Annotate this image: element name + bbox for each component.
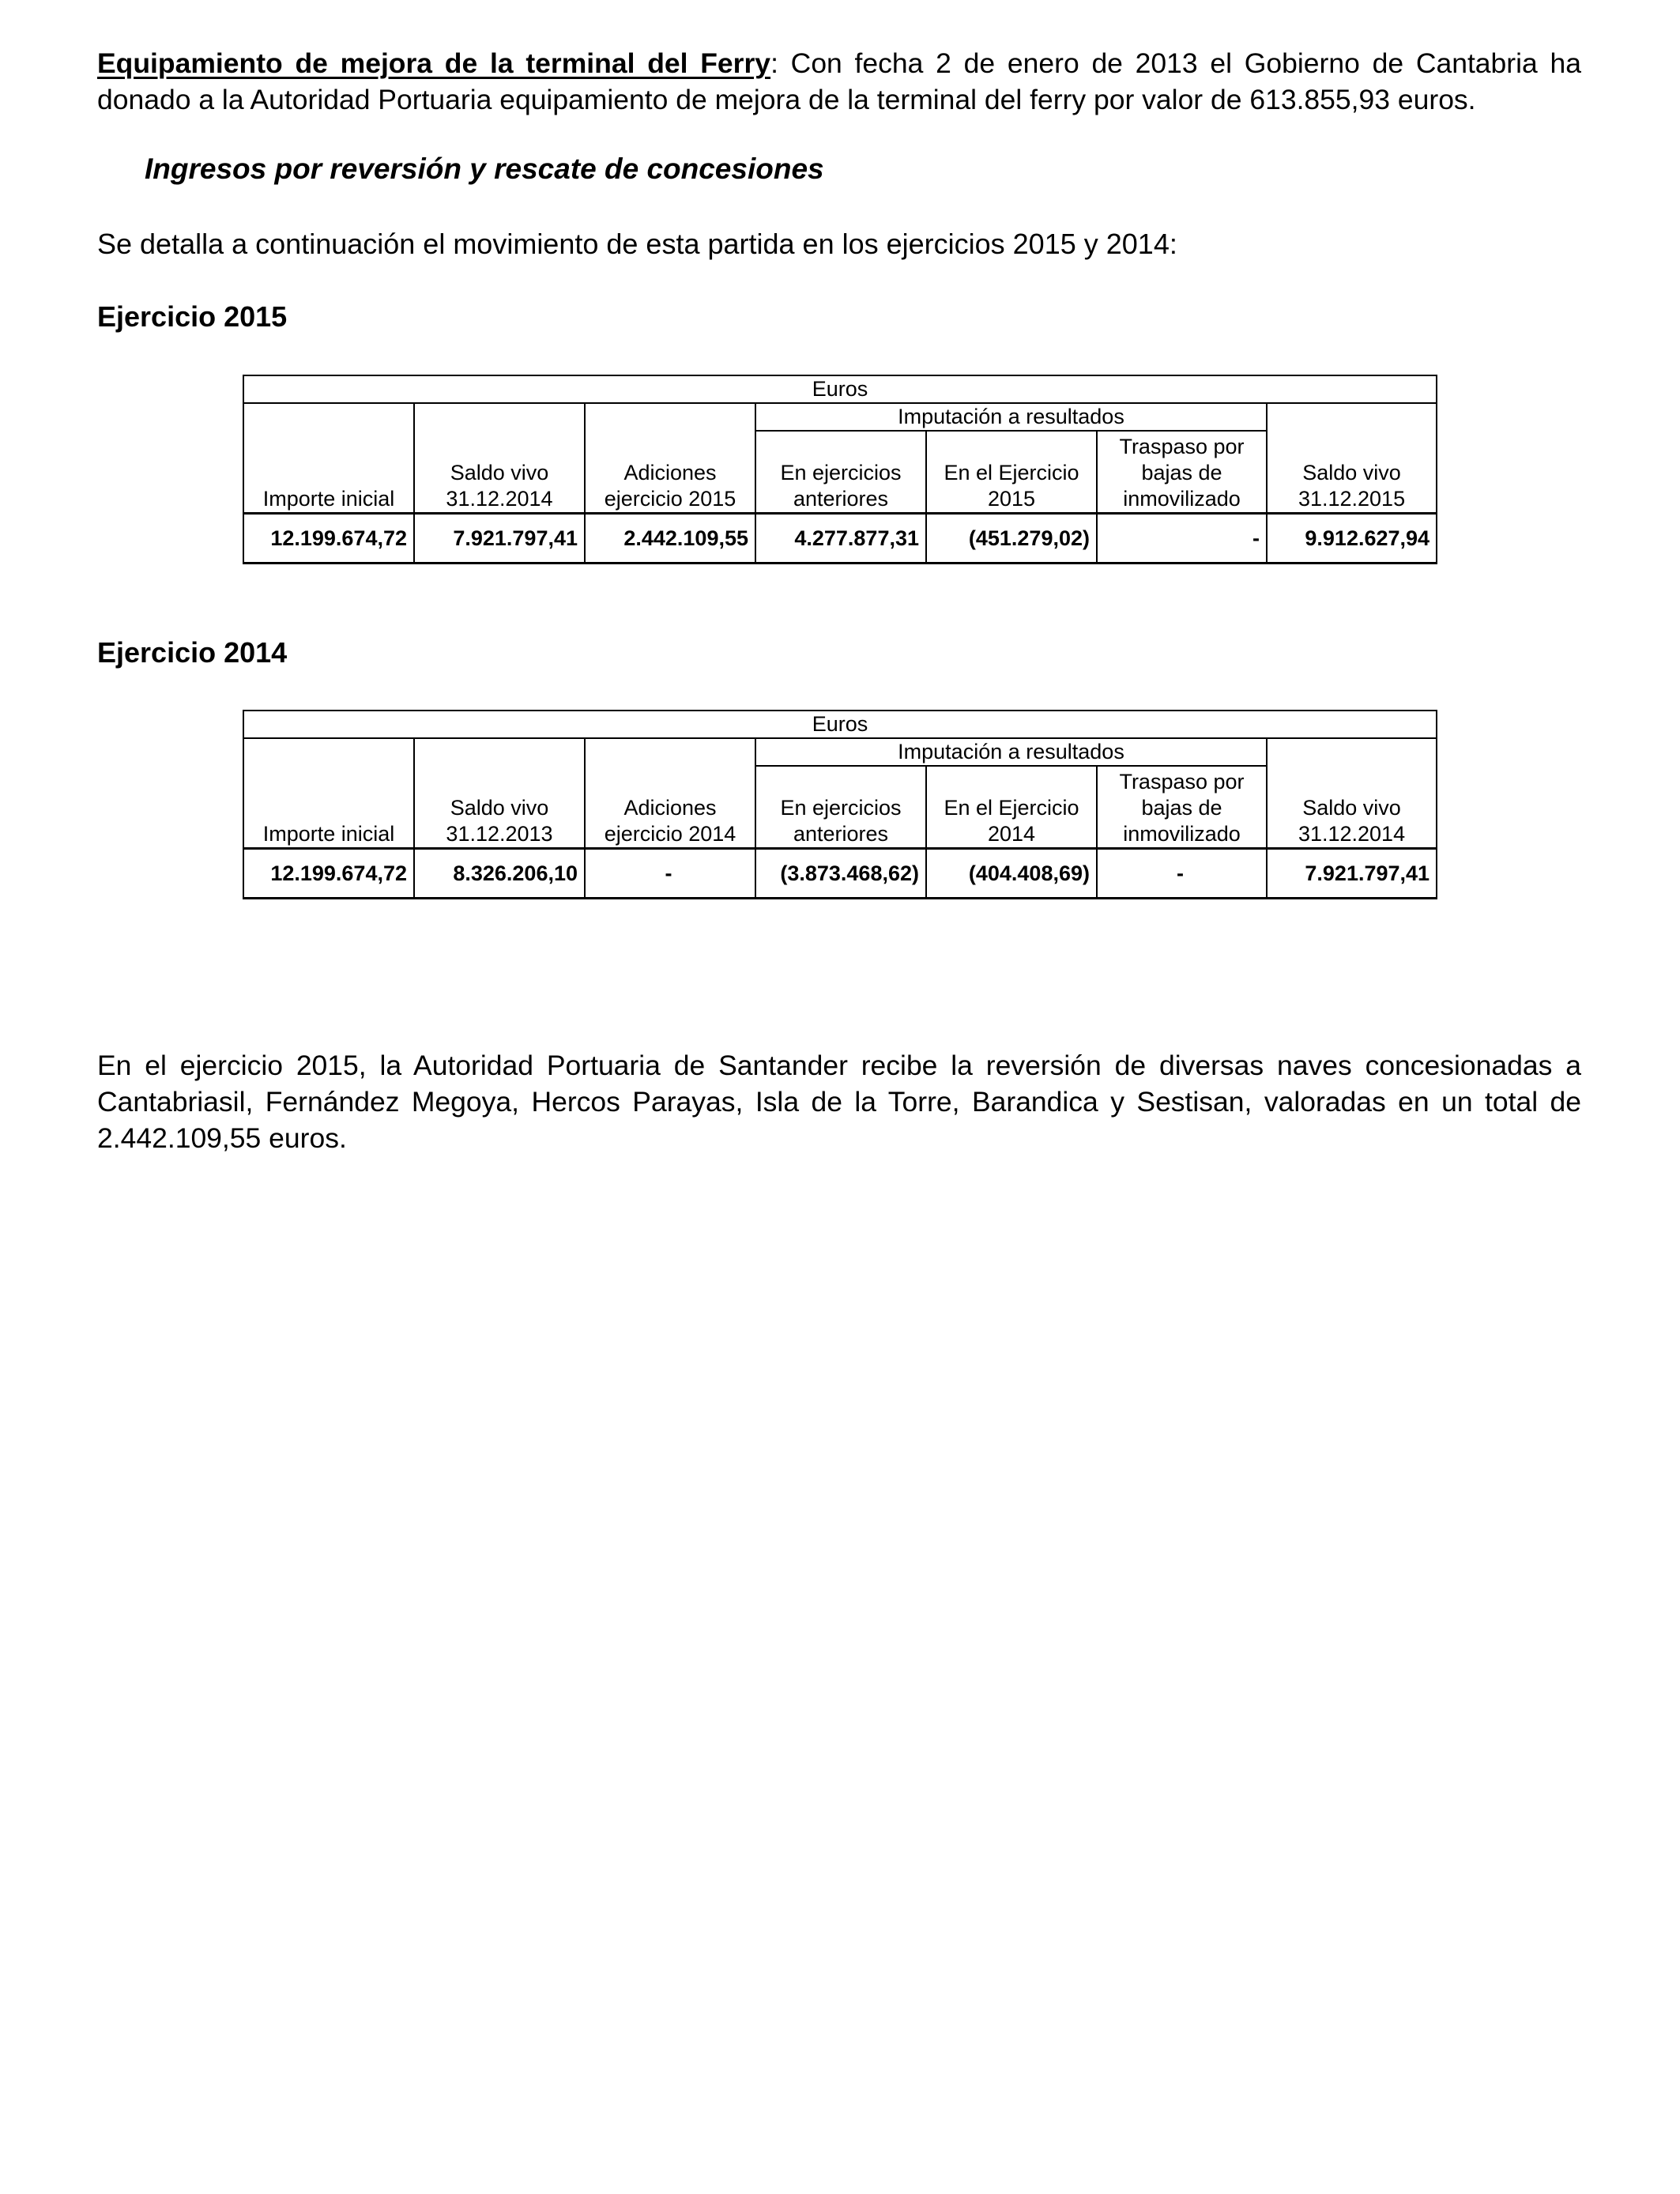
table-2015-heading: Ejercicio 2015: [97, 300, 288, 333]
paragraph-ferry-equipment: [97, 45, 1581, 118]
value-traspaso: -: [1097, 849, 1267, 899]
section-subheading: Ingresos por reversión y rescate de concesiones: [145, 153, 824, 185]
header-imputacion: Imputación a resultados: [755, 403, 1267, 431]
value-saldo-final: 9.912.627,94: [1267, 514, 1437, 564]
table-2015: [243, 375, 1437, 564]
header-adiciones: Adiciones ejercicio 2014: [585, 738, 755, 849]
header-ejercicios-anteriores: En ejercicios anteriores: [755, 431, 926, 514]
header-importe-inicial: Importe inicial: [243, 403, 414, 514]
header-saldo-final: Saldo vivo 31.12.2015: [1267, 403, 1437, 514]
header-saldo-final: Saldo vivo 31.12.2014: [1267, 738, 1437, 849]
table-2014: [243, 710, 1437, 899]
value-traspaso: -: [1097, 514, 1267, 564]
value-importe-inicial: 12.199.674,72: [243, 849, 414, 899]
intro-text: Se detalla a continuación el movimiento de esta partida en los ejercicios 2015 y 2014:: [97, 228, 1177, 260]
value-saldo-final: 7.921.797,41: [1267, 849, 1437, 899]
header-ejercicios-anteriores: En ejercicios anteriores: [755, 766, 926, 849]
table-2014-heading: Ejercicio 2014: [97, 636, 288, 669]
paragraph-reversion: En el ejercicio 2015, la Autoridad Portuaria de Santander recibe la reversión de diversas naves concesionadas a Cantabriasil, Fernández Megoya, Hercos Parayas, Isla de la Torre, Barandica y Sestisan, valoradas en un total de 2.442.109,55 euros.: [97, 1050, 1581, 1154]
value-adiciones: 2.442.109,55: [585, 514, 755, 564]
value-ejercicios-anteriores: (3.873.468,62): [755, 849, 926, 899]
value-saldo-inicial: 7.921.797,41: [414, 514, 585, 564]
header-importe-inicial: Importe inicial: [243, 738, 414, 849]
header-traspaso: Traspaso por bajas de inmovilizado: [1097, 431, 1267, 514]
header-adiciones: Adiciones ejercicio 2015: [585, 403, 755, 514]
value-ejercicios-anteriores: 4.277.877,31: [755, 514, 926, 564]
table-row: [243, 849, 1437, 899]
header-en-el-ejercicio: En el Ejercicio 2015: [926, 431, 1097, 514]
paragraph-ferry-title: Equipamiento de mejora de la terminal del Ferry: [97, 47, 771, 79]
paragraph-ferry-body: : Con fecha 2 de enero de 2013 el Gobierno de Cantabria ha donado a la Autoridad Portuaria equipamiento de mejora de la terminal del ferry por valor de 613.855,93 euros.: [97, 47, 1581, 115]
header-saldo-inicial: Saldo vivo 31.12.2013: [414, 738, 585, 849]
header-imputacion: Imputación a resultados: [755, 738, 1267, 766]
value-importe-inicial: 12.199.674,72: [243, 514, 414, 564]
value-en-el-ejercicio: (451.279,02): [926, 514, 1097, 564]
value-saldo-inicial: 8.326.206,10: [414, 849, 585, 899]
value-adiciones: -: [585, 849, 755, 899]
header-en-el-ejercicio: En el Ejercicio 2014: [926, 766, 1097, 849]
value-en-el-ejercicio: (404.408,69): [926, 849, 1097, 899]
header-saldo-inicial: Saldo vivo 31.12.2014: [414, 403, 585, 514]
table-row: [243, 514, 1437, 564]
header-traspaso: Traspaso por bajas de inmovilizado: [1097, 766, 1267, 849]
header-euros: Euros: [243, 711, 1437, 738]
header-euros: Euros: [243, 375, 1437, 403]
